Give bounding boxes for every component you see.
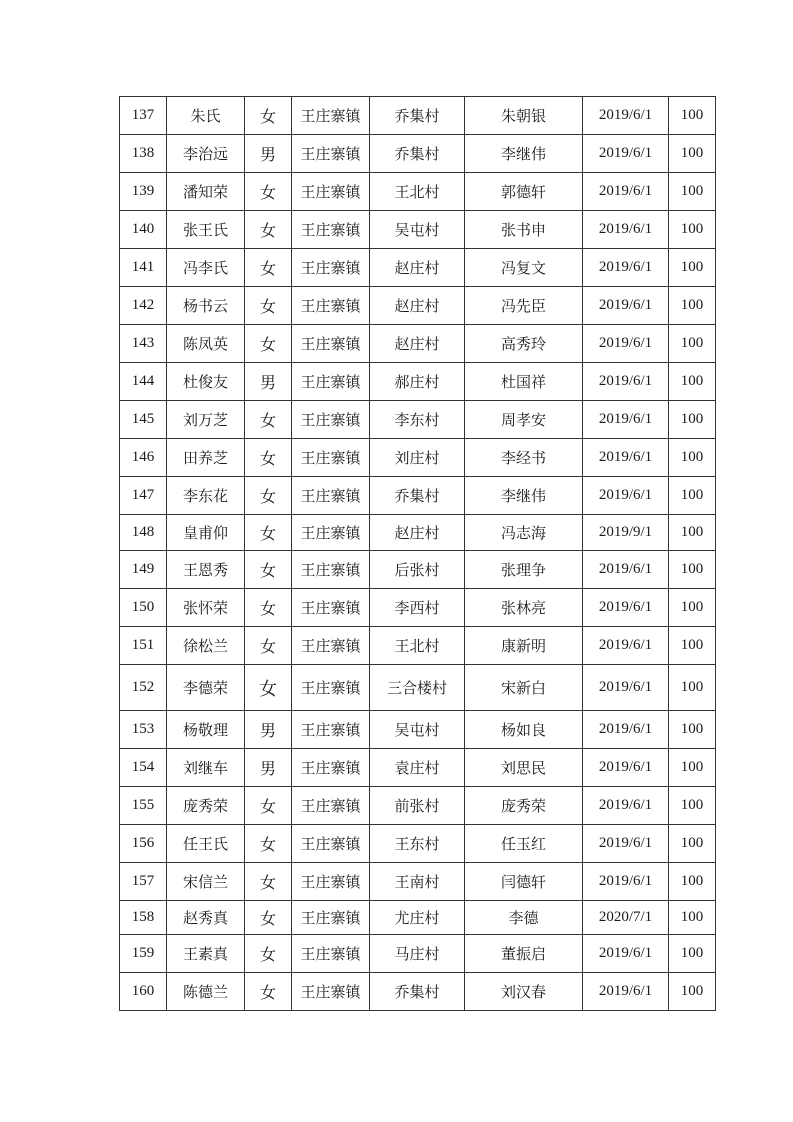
cell-serial-number: 143 (120, 325, 167, 363)
cell-village: 王北村 (370, 627, 465, 665)
table-row (120, 211, 716, 249)
cell-date: 2019/6/1 (583, 711, 669, 749)
cell-contact-person: 刘汉春 (465, 973, 583, 1011)
cell-town: 王庄寨镇 (292, 787, 370, 825)
cell-village: 袁庄村 (370, 749, 465, 787)
cell-name: 陈凤英 (167, 325, 245, 363)
cell-village: 赵庄村 (370, 515, 465, 551)
cell-village: 乔集村 (370, 973, 465, 1011)
cell-amount: 100 (669, 863, 716, 901)
cell-amount: 100 (669, 363, 716, 401)
cell-amount: 100 (669, 589, 716, 627)
cell-serial-number: 145 (120, 401, 167, 439)
cell-contact-person: 冯先臣 (465, 287, 583, 325)
cell-name: 赵秀真 (167, 901, 245, 935)
cell-gender: 女 (245, 249, 292, 287)
cell-name: 张怀荣 (167, 589, 245, 627)
cell-serial-number: 139 (120, 173, 167, 211)
cell-amount: 100 (669, 439, 716, 477)
table-row (120, 287, 716, 325)
table-row (120, 363, 716, 401)
table-row (120, 901, 716, 935)
table-row (120, 477, 716, 515)
table-row (120, 401, 716, 439)
cell-date: 2019/6/1 (583, 665, 669, 711)
cell-village: 李东村 (370, 401, 465, 439)
cell-serial-number: 154 (120, 749, 167, 787)
cell-name: 宋信兰 (167, 863, 245, 901)
table-row (120, 325, 716, 363)
cell-name: 李德荣 (167, 665, 245, 711)
cell-amount: 100 (669, 211, 716, 249)
cell-village: 刘庄村 (370, 439, 465, 477)
cell-amount: 100 (669, 973, 716, 1011)
cell-town: 王庄寨镇 (292, 825, 370, 863)
cell-serial-number: 159 (120, 935, 167, 973)
cell-contact-person: 杨如良 (465, 711, 583, 749)
cell-gender: 男 (245, 749, 292, 787)
cell-name: 任王氏 (167, 825, 245, 863)
records-table (119, 96, 716, 1011)
cell-gender: 女 (245, 401, 292, 439)
cell-serial-number: 153 (120, 711, 167, 749)
cell-amount: 100 (669, 901, 716, 935)
cell-serial-number: 142 (120, 287, 167, 325)
cell-town: 王庄寨镇 (292, 711, 370, 749)
cell-contact-person: 董振启 (465, 935, 583, 973)
cell-serial-number: 146 (120, 439, 167, 477)
cell-gender: 女 (245, 935, 292, 973)
cell-village: 赵庄村 (370, 249, 465, 287)
cell-date: 2019/6/1 (583, 211, 669, 249)
cell-amount: 100 (669, 173, 716, 211)
cell-contact-person: 张书申 (465, 211, 583, 249)
cell-date: 2020/7/1 (583, 901, 669, 935)
table-row (120, 973, 716, 1011)
cell-gender: 女 (245, 97, 292, 135)
cell-name: 李东花 (167, 477, 245, 515)
cell-gender: 女 (245, 901, 292, 935)
cell-contact-person: 高秀玲 (465, 325, 583, 363)
cell-village: 前张村 (370, 787, 465, 825)
cell-village: 马庄村 (370, 935, 465, 973)
cell-date: 2019/6/1 (583, 627, 669, 665)
table-row (120, 173, 716, 211)
cell-serial-number: 144 (120, 363, 167, 401)
cell-gender: 男 (245, 711, 292, 749)
cell-town: 王庄寨镇 (292, 439, 370, 477)
table-row (120, 787, 716, 825)
cell-name: 刘万芝 (167, 401, 245, 439)
cell-amount: 100 (669, 665, 716, 711)
cell-name: 朱氏 (167, 97, 245, 135)
table-row (120, 439, 716, 477)
cell-village: 三合楼村 (370, 665, 465, 711)
cell-town: 王庄寨镇 (292, 173, 370, 211)
cell-serial-number: 157 (120, 863, 167, 901)
cell-amount: 100 (669, 325, 716, 363)
cell-amount: 100 (669, 97, 716, 135)
cell-serial-number: 149 (120, 551, 167, 589)
cell-name: 张王氏 (167, 211, 245, 249)
cell-gender: 女 (245, 825, 292, 863)
cell-gender: 女 (245, 477, 292, 515)
cell-name: 李治远 (167, 135, 245, 173)
cell-gender: 女 (245, 439, 292, 477)
cell-gender: 女 (245, 173, 292, 211)
cell-contact-person: 周孝安 (465, 401, 583, 439)
cell-serial-number: 152 (120, 665, 167, 711)
cell-amount: 100 (669, 627, 716, 665)
cell-name: 杨书云 (167, 287, 245, 325)
cell-serial-number: 151 (120, 627, 167, 665)
cell-contact-person: 李德 (465, 901, 583, 935)
cell-serial-number: 141 (120, 249, 167, 287)
cell-contact-person: 郭德轩 (465, 173, 583, 211)
cell-name: 杜俊友 (167, 363, 245, 401)
cell-village: 王东村 (370, 825, 465, 863)
table-row (120, 749, 716, 787)
cell-village: 尤庄村 (370, 901, 465, 935)
cell-village: 乔集村 (370, 477, 465, 515)
cell-village: 王北村 (370, 173, 465, 211)
cell-contact-person: 李经书 (465, 439, 583, 477)
cell-amount: 100 (669, 477, 716, 515)
cell-name: 皇甫仰 (167, 515, 245, 551)
cell-serial-number: 156 (120, 825, 167, 863)
table-row (120, 627, 716, 665)
cell-amount: 100 (669, 249, 716, 287)
cell-name: 潘知荣 (167, 173, 245, 211)
cell-name: 冯李氏 (167, 249, 245, 287)
cell-gender: 女 (245, 325, 292, 363)
cell-contact-person: 张理争 (465, 551, 583, 589)
cell-town: 王庄寨镇 (292, 749, 370, 787)
cell-contact-person: 冯复文 (465, 249, 583, 287)
cell-gender: 女 (245, 787, 292, 825)
cell-town: 王庄寨镇 (292, 515, 370, 551)
cell-village: 郝庄村 (370, 363, 465, 401)
cell-name: 王素真 (167, 935, 245, 973)
cell-town: 王庄寨镇 (292, 901, 370, 935)
cell-date: 2019/6/1 (583, 863, 669, 901)
cell-amount: 100 (669, 287, 716, 325)
cell-amount: 100 (669, 787, 716, 825)
cell-date: 2019/6/1 (583, 477, 669, 515)
cell-contact-person: 冯志海 (465, 515, 583, 551)
cell-gender: 女 (245, 627, 292, 665)
cell-date: 2019/6/1 (583, 363, 669, 401)
cell-date: 2019/9/1 (583, 515, 669, 551)
cell-serial-number: 150 (120, 589, 167, 627)
cell-serial-number: 147 (120, 477, 167, 515)
cell-date: 2019/6/1 (583, 173, 669, 211)
cell-village: 赵庄村 (370, 325, 465, 363)
cell-date: 2019/6/1 (583, 787, 669, 825)
cell-contact-person: 宋新白 (465, 665, 583, 711)
cell-date: 2019/6/1 (583, 935, 669, 973)
cell-town: 王庄寨镇 (292, 211, 370, 249)
cell-name: 田养芝 (167, 439, 245, 477)
cell-village: 赵庄村 (370, 287, 465, 325)
cell-gender: 女 (245, 665, 292, 711)
cell-amount: 100 (669, 825, 716, 863)
cell-amount: 100 (669, 551, 716, 589)
cell-serial-number: 138 (120, 135, 167, 173)
cell-town: 王庄寨镇 (292, 973, 370, 1011)
cell-town: 王庄寨镇 (292, 551, 370, 589)
cell-name: 陈德兰 (167, 973, 245, 1011)
cell-gender: 男 (245, 135, 292, 173)
cell-date: 2019/6/1 (583, 249, 669, 287)
table-row (120, 863, 716, 901)
cell-amount: 100 (669, 749, 716, 787)
cell-village: 吴屯村 (370, 711, 465, 749)
table-row (120, 135, 716, 173)
cell-amount: 100 (669, 935, 716, 973)
cell-village: 吴屯村 (370, 211, 465, 249)
cell-town: 王庄寨镇 (292, 477, 370, 515)
cell-contact-person: 李继伟 (465, 135, 583, 173)
cell-contact-person: 庞秀荣 (465, 787, 583, 825)
cell-gender: 女 (245, 515, 292, 551)
cell-town: 王庄寨镇 (292, 287, 370, 325)
cell-serial-number: 158 (120, 901, 167, 935)
cell-gender: 女 (245, 863, 292, 901)
cell-name: 杨敬理 (167, 711, 245, 749)
cell-contact-person: 李继伟 (465, 477, 583, 515)
cell-contact-person: 朱朝银 (465, 97, 583, 135)
cell-gender: 女 (245, 973, 292, 1011)
cell-name: 刘继车 (167, 749, 245, 787)
cell-date: 2019/6/1 (583, 325, 669, 363)
cell-date: 2019/6/1 (583, 551, 669, 589)
table-row (120, 249, 716, 287)
cell-name: 徐松兰 (167, 627, 245, 665)
cell-date: 2019/6/1 (583, 825, 669, 863)
cell-serial-number: 137 (120, 97, 167, 135)
cell-date: 2019/6/1 (583, 439, 669, 477)
cell-town: 王庄寨镇 (292, 97, 370, 135)
cell-town: 王庄寨镇 (292, 627, 370, 665)
cell-village: 王南村 (370, 863, 465, 901)
table-row (120, 825, 716, 863)
cell-date: 2019/6/1 (583, 973, 669, 1011)
cell-date: 2019/6/1 (583, 287, 669, 325)
cell-gender: 男 (245, 363, 292, 401)
table-row (120, 589, 716, 627)
cell-town: 王庄寨镇 (292, 325, 370, 363)
table-row (120, 711, 716, 749)
cell-date: 2019/6/1 (583, 589, 669, 627)
cell-town: 王庄寨镇 (292, 249, 370, 287)
cell-name: 王恩秀 (167, 551, 245, 589)
table-row (120, 665, 716, 711)
cell-amount: 100 (669, 135, 716, 173)
records-table-body (120, 97, 716, 1011)
cell-gender: 女 (245, 211, 292, 249)
cell-gender: 女 (245, 287, 292, 325)
cell-gender: 女 (245, 589, 292, 627)
cell-serial-number: 148 (120, 515, 167, 551)
cell-contact-person: 张林亮 (465, 589, 583, 627)
cell-town: 王庄寨镇 (292, 363, 370, 401)
table-row (120, 515, 716, 551)
cell-contact-person: 任玉红 (465, 825, 583, 863)
cell-amount: 100 (669, 711, 716, 749)
cell-contact-person: 刘思民 (465, 749, 583, 787)
cell-town: 王庄寨镇 (292, 665, 370, 711)
table-row (120, 97, 716, 135)
cell-contact-person: 闫德轩 (465, 863, 583, 901)
cell-town: 王庄寨镇 (292, 863, 370, 901)
cell-serial-number: 155 (120, 787, 167, 825)
table-row (120, 551, 716, 589)
cell-gender: 女 (245, 551, 292, 589)
cell-village: 乔集村 (370, 97, 465, 135)
cell-serial-number: 140 (120, 211, 167, 249)
cell-date: 2019/6/1 (583, 97, 669, 135)
cell-contact-person: 康新明 (465, 627, 583, 665)
cell-village: 乔集村 (370, 135, 465, 173)
cell-date: 2019/6/1 (583, 749, 669, 787)
cell-amount: 100 (669, 401, 716, 439)
cell-serial-number: 160 (120, 973, 167, 1011)
cell-name: 庞秀荣 (167, 787, 245, 825)
cell-amount: 100 (669, 515, 716, 551)
cell-town: 王庄寨镇 (292, 589, 370, 627)
cell-town: 王庄寨镇 (292, 135, 370, 173)
table-row (120, 935, 716, 973)
cell-town: 王庄寨镇 (292, 401, 370, 439)
cell-date: 2019/6/1 (583, 401, 669, 439)
cell-village: 后张村 (370, 551, 465, 589)
cell-contact-person: 杜国祥 (465, 363, 583, 401)
cell-village: 李西村 (370, 589, 465, 627)
cell-date: 2019/6/1 (583, 135, 669, 173)
cell-town: 王庄寨镇 (292, 935, 370, 973)
